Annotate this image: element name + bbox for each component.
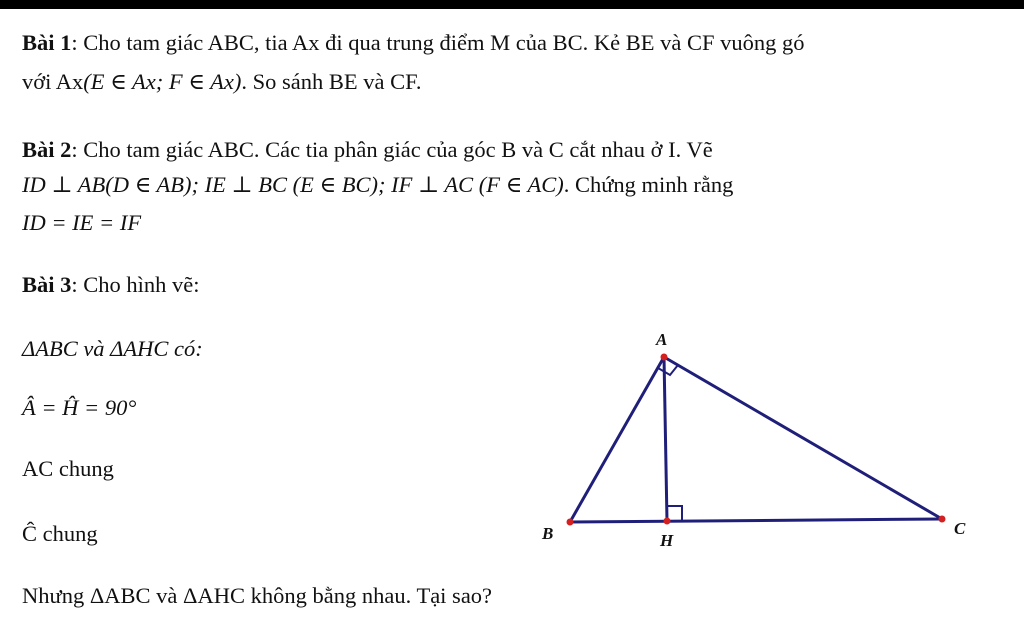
point-h (664, 518, 671, 525)
problem-1-line-1 (22, 30, 804, 56)
problem-1-text: : Cho tam giác ABC, tia Ax đi qua trung điểm M của BC. Kẻ BE và CF vuông gó (71, 30, 805, 55)
problem-3-common-angle: Ĉ chung (22, 521, 98, 546)
problem-1-label: Bài 1 (22, 30, 72, 55)
label-a: A (656, 330, 668, 349)
label-c: C (954, 519, 966, 538)
side-ab (570, 357, 664, 522)
problem-2-math: ID ⊥ AB(D ∈ AB); IE ⊥ BC (E ∈ BC); IF ⊥ AC (F ∈ AC) (22, 172, 564, 197)
point-b (567, 519, 574, 526)
problem-1-line-2 (22, 69, 421, 95)
problem-2-text: : Cho tam giác ABC. Các tia phân giác của góc B và C cắt nhau ở I. Vẽ (71, 137, 713, 162)
problem-3-statement: ΔABC và ΔAHC có: (22, 336, 203, 361)
problem-1-math: (E ∈ Ax; F ∈ Ax) (83, 69, 242, 94)
altitude-ah (664, 357, 667, 521)
label-h: H (660, 531, 674, 550)
problem-2-conclusion: ID = IE = IF (22, 210, 142, 235)
problem-3-question: Nhưng ΔABC và ΔAHC không bằng nhau. Tại sao? (22, 583, 493, 608)
problem-2-line-1 (22, 137, 713, 163)
problem-2-line-2 (22, 172, 733, 198)
problem-3-common-side: AC chung (22, 456, 114, 481)
problem-3-angle-equality: Â = Ĥ = 90° (22, 395, 137, 420)
side-bc (570, 519, 942, 522)
problem-2-label: Bài 2 (22, 137, 72, 162)
point-c (939, 516, 946, 523)
label-b: B (542, 524, 554, 543)
problem-3-line-1 (22, 272, 200, 298)
problem-3-text: : Cho hình vẽ: (71, 272, 200, 297)
right-angle-mark-a (658, 365, 678, 375)
side-ac (664, 357, 942, 519)
problem-1-suffix: . So sánh BE và CF. (241, 69, 422, 94)
triangle-figure (520, 325, 1010, 555)
problem-2-suffix: . Chứng minh rằng (563, 172, 734, 197)
problem-1-prefix: với Ax (22, 69, 84, 94)
top-black-bar (0, 0, 1024, 9)
point-a (661, 354, 668, 361)
problem-3-label: Bài 3 (22, 272, 72, 297)
problem-2-line-3 (22, 210, 141, 236)
